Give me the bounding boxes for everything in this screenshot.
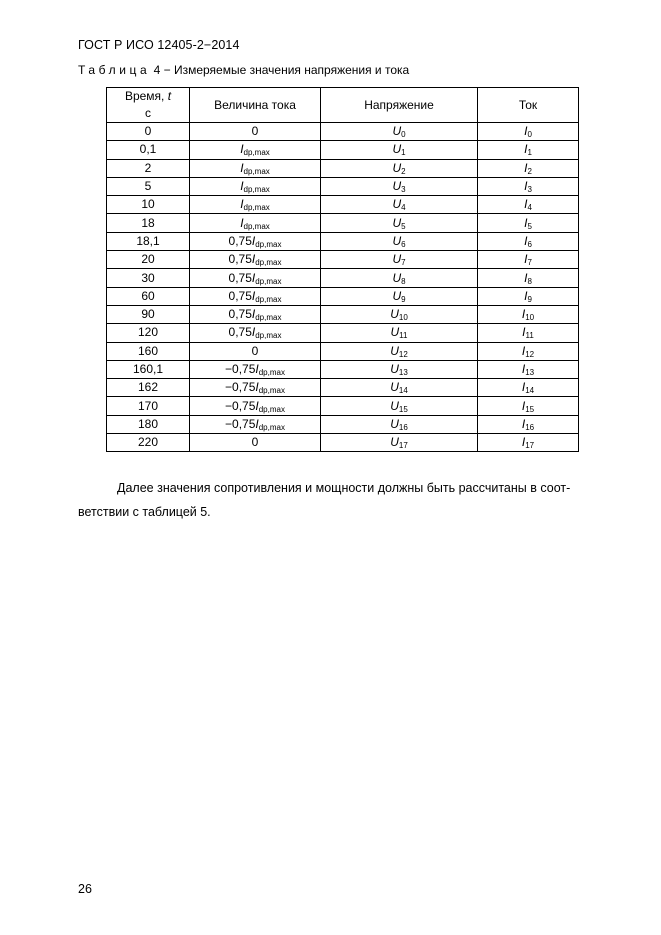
- cell-time: 18: [107, 214, 190, 232]
- cell-current: $I_{16}$: [478, 415, 579, 433]
- cell-current: $I_1$: [478, 141, 579, 159]
- cell-current: $I_9$: [478, 287, 579, 305]
- header-time: Время, t с: [107, 88, 190, 123]
- cell-current-magnitude: $-0,75I_{dp,max}$: [190, 379, 321, 397]
- cell-current-magnitude: $0,75I_{dp,max}$: [190, 269, 321, 287]
- cell-current: $I_{14}$: [478, 379, 579, 397]
- table-row: [107, 324, 579, 342]
- document-header: ГОСТ Р ИСО 12405-2−2014: [78, 38, 240, 52]
- cell-time: 220: [107, 434, 190, 452]
- page-number: 26: [78, 882, 92, 896]
- cell-voltage: $U_5$: [321, 214, 478, 232]
- cell-voltage: $U_0$: [321, 123, 478, 141]
- cell-time: 0,1: [107, 141, 190, 159]
- cell-current-magnitude: $0,75I_{dp,max}$: [190, 232, 321, 250]
- cell-time: 2: [107, 159, 190, 177]
- cell-current-magnitude: $-0,75I_{dp,max}$: [190, 397, 321, 415]
- cell-current: $I_{13}$: [478, 360, 579, 378]
- table-row: [107, 251, 579, 269]
- body-paragraph-line2: ветствии с таблицей 5.: [78, 505, 211, 519]
- cell-current-magnitude: 0: [190, 342, 321, 360]
- cell-voltage: $U_4$: [321, 196, 478, 214]
- table-row: [107, 232, 579, 250]
- cell-voltage: $U_2$: [321, 159, 478, 177]
- cell-voltage: $U_{16}$: [321, 415, 478, 433]
- cell-voltage: $U_9$: [321, 287, 478, 305]
- cell-current: $I_{10}$: [478, 305, 579, 323]
- cell-voltage: $U_{11}$: [321, 324, 478, 342]
- cell-voltage: $U_{17}$: [321, 434, 478, 452]
- table-row: [107, 434, 579, 452]
- cell-current: $I_4$: [478, 196, 579, 214]
- cell-current-magnitude: $I_{dp,max}$: [190, 214, 321, 232]
- cell-voltage: $U_{10}$: [321, 305, 478, 323]
- cell-time: 160,1: [107, 360, 190, 378]
- body-paragraph-line1: Далее значения сопротивления и мощности должны быть рассчитаны в соот-: [117, 481, 571, 495]
- header-voltage: Напряжение: [321, 88, 478, 123]
- cell-time: 60: [107, 287, 190, 305]
- cell-current: $I_3$: [478, 177, 579, 195]
- cell-time: 30: [107, 269, 190, 287]
- cell-time: 10: [107, 196, 190, 214]
- cell-current-magnitude: $I_{dp,max}$: [190, 196, 321, 214]
- cell-current-magnitude: $0,75I_{dp,max}$: [190, 305, 321, 323]
- table-row: [107, 214, 579, 232]
- table-row: [107, 141, 579, 159]
- cell-time: 90: [107, 305, 190, 323]
- cell-current: $I_{15}$: [478, 397, 579, 415]
- cell-current-magnitude: $0,75I_{dp,max}$: [190, 251, 321, 269]
- cell-time: 0: [107, 123, 190, 141]
- measurement-table: [106, 87, 579, 452]
- cell-voltage: $U_8$: [321, 269, 478, 287]
- cell-current: $I_7$: [478, 251, 579, 269]
- table-row: [107, 342, 579, 360]
- cell-time: 170: [107, 397, 190, 415]
- table-row: [107, 123, 579, 141]
- cell-time: 162: [107, 379, 190, 397]
- cell-voltage: $U_1$: [321, 141, 478, 159]
- cell-current-magnitude: $-0,75I_{dp,max}$: [190, 415, 321, 433]
- cell-time: 18,1: [107, 232, 190, 250]
- cell-current: $I_6$: [478, 232, 579, 250]
- cell-time: 20: [107, 251, 190, 269]
- cell-time: 120: [107, 324, 190, 342]
- cell-current-magnitude: $I_{dp,max}$: [190, 141, 321, 159]
- cell-current-magnitude: $I_{dp,max}$: [190, 177, 321, 195]
- cell-voltage: $U_3$: [321, 177, 478, 195]
- cell-voltage: $U_{13}$: [321, 360, 478, 378]
- cell-voltage: $U_7$: [321, 251, 478, 269]
- table-row: [107, 415, 579, 433]
- table-header-row: [107, 88, 579, 123]
- cell-current-magnitude: $0,75I_{dp,max}$: [190, 324, 321, 342]
- cell-current: $I_2$: [478, 159, 579, 177]
- caption-text: 4 − Измеряемые значения напряжения и тока: [153, 63, 410, 77]
- cell-voltage: $U_{14}$: [321, 379, 478, 397]
- table-row: [107, 287, 579, 305]
- cell-current-magnitude: $-0,75I_{dp,max}$: [190, 360, 321, 378]
- table-row: [107, 397, 579, 415]
- cell-voltage: $U_{15}$: [321, 397, 478, 415]
- cell-current-magnitude: $0,75I_{dp,max}$: [190, 287, 321, 305]
- cell-time: 180: [107, 415, 190, 433]
- caption-label: Таблица: [78, 63, 151, 77]
- cell-current: $I_{12}$: [478, 342, 579, 360]
- table-caption: [78, 63, 409, 77]
- cell-current: $I_8$: [478, 269, 579, 287]
- header-current-magnitude: Величина тока: [190, 88, 321, 123]
- cell-current-magnitude: 0: [190, 434, 321, 452]
- cell-current: $I_5$: [478, 214, 579, 232]
- table-row: [107, 379, 579, 397]
- cell-voltage: $U_6$: [321, 232, 478, 250]
- table-row: [107, 196, 579, 214]
- cell-current: $I_{17}$: [478, 434, 579, 452]
- header-current: Ток: [478, 88, 579, 123]
- cell-current-magnitude: 0: [190, 123, 321, 141]
- cell-time: 160: [107, 342, 190, 360]
- table-row: [107, 177, 579, 195]
- cell-voltage: $U_{12}$: [321, 342, 478, 360]
- table-row: [107, 159, 579, 177]
- table-row: [107, 305, 579, 323]
- cell-current: $I_{11}$: [478, 324, 579, 342]
- cell-time: 5: [107, 177, 190, 195]
- cell-current: $I_0$: [478, 123, 579, 141]
- table-row: [107, 360, 579, 378]
- cell-current-magnitude: $I_{dp,max}$: [190, 159, 321, 177]
- table-row: [107, 269, 579, 287]
